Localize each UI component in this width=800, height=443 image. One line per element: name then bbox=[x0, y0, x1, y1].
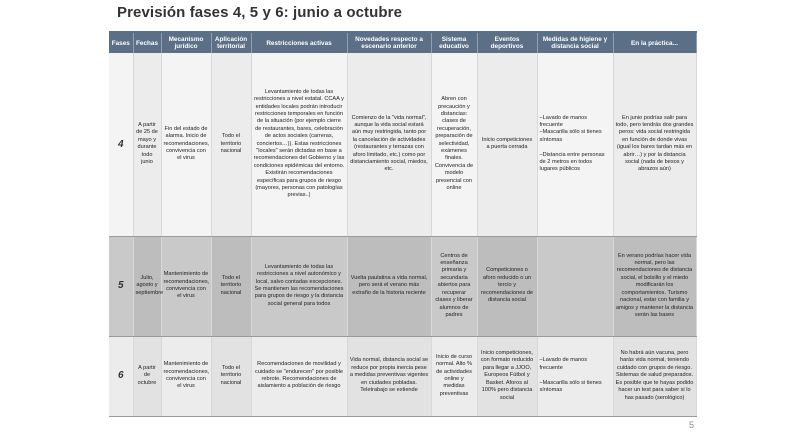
practica-cell: En verano podrías hacer vida normal, pero las recomendaciones de distancia social, el bolsillo y el miedo modificarán los comportamientos. Turismo nacional, estar con familia y amigos y mantener la distancia serán las bases bbox=[613, 236, 696, 336]
table-row-phase-6 bbox=[109, 336, 696, 416]
territorial-cell: Todo el territorio nacional bbox=[211, 53, 251, 236]
practica-cell: No habrá aún vacuna, pero harás vida normal, teniendo cuidado con grupos de riesgo. Sistemas de salud preparados. Es posible que te hayas podido hacer un test para saber si lo has pasado (serológico) bbox=[613, 336, 696, 416]
phase-number: 4 bbox=[109, 53, 133, 236]
fechas-cell: Julio, agosto y septiembre bbox=[133, 236, 161, 336]
header-sistema-educativo: Sistema educativo bbox=[431, 32, 477, 53]
deportivos-cell: Competiciones o aforo reducido o un tercio y recomendaciones de distancia social bbox=[477, 236, 537, 336]
deportivos-cell: Inicio competiciones a puerta cerrada bbox=[477, 53, 537, 236]
novedades-cell: Vuelta paulatina a vida normal, pero será el verano más extraño de la historia reciente bbox=[347, 236, 431, 336]
page-number: 5 bbox=[689, 420, 695, 430]
phase-number: 6 bbox=[109, 336, 133, 416]
header-eventos-deportivos: Eventos deportivos bbox=[477, 32, 537, 53]
phase-number: 5 bbox=[109, 236, 133, 336]
novedades-cell: Comienzo de la "vida normal", aunque la vida social estará aún muy restringida, tanto por la cancelación de actividades (restaurantes y terrazas con aforo limitado, etc.) como por distanciamiento social, miedos, etc. bbox=[347, 53, 431, 236]
header-mecanismo: Mecanismo jurídico bbox=[161, 32, 211, 53]
educativo-cell: Centros de enseñanza primaria y secundaria abiertos para recuperar clases y liberar alumnos de padres bbox=[431, 236, 477, 336]
practica-cell: En junio podrías salir para todo, pero tendrás dos grandes peros: vida social restringida en función de donde vivas (igual los bares tardan más en abrir…) y por la distancia social (nada de besos y abrazos aún) bbox=[613, 53, 696, 236]
higiene-cell bbox=[537, 236, 613, 336]
header-fases: Fases bbox=[109, 32, 133, 53]
phases-table bbox=[109, 31, 697, 417]
mecanismo-cell: Mantenimiento de recomendaciones, convivencia con el virus bbox=[161, 236, 211, 336]
territorial-cell: Todo el territorio nacional bbox=[211, 236, 251, 336]
educativo-cell: Abren con precaución y distancias: clases de recuperación, preparación de selectividad, exámenes finales. Convivencia de modelo presencial con online bbox=[431, 53, 477, 236]
higiene-cell: –Lavado de manos frecuente –Mascarilla sólo si tienes síntomas –Distancia entre personas de 2 metros en todos lugares públicos bbox=[537, 53, 613, 236]
mecanismo-cell: Fin del estado de alarma. Inicio de recomendaciones, convivencia con el virus bbox=[161, 53, 211, 236]
header-fechas: Fechas bbox=[133, 32, 161, 53]
educativo-cell: Inicio de curso normal. Alto % de actividades online y medidas preventivas bbox=[431, 336, 477, 416]
header-restricciones: Restricciones activas bbox=[251, 32, 347, 53]
header-en-la-practica: En la práctica... bbox=[613, 32, 696, 53]
higiene-cell: –Lavado de manos frecuente –Mascarilla sólo si tienes síntomas bbox=[537, 336, 613, 416]
fechas-cell: A partir de octubre bbox=[133, 336, 161, 416]
mecanismo-cell: Mantenimiento de recomendaciones, convivencia con el virus bbox=[161, 336, 211, 416]
restricciones-cell: Levantamiento de todas las restricciones a nivel estatal. CCAA y entidades locales podrán introducir restricciones temporales en función de la situación (por ejemplo cierre de restaurantes, bares, celebración de actos sociales (carreras, conciertos…)). Estas restricciones "locales" serán dictadas en base a recomendaciones del Gobierno y las condiciones epidémicas del entorno. Existirán recomendaciones específicas para grupos de riesgo (mayores, personas con patologías previas..) bbox=[251, 53, 347, 236]
table-row-phase-4 bbox=[109, 53, 696, 236]
table-row-phase-5 bbox=[109, 236, 696, 336]
deportivos-cell: Inicio competiciones, con formato reducido para llegar a JJOO, Europeos Fútbol y Basket. Aforos al 100% pero distancia social bbox=[477, 336, 537, 416]
header-aplicacion: Aplicación territorial bbox=[211, 32, 251, 53]
table-header-row bbox=[109, 32, 696, 53]
page-title: Previsión fases 4, 5 y 6: junio a octubre bbox=[117, 4, 403, 21]
fechas-cell: A partir de 25 de mayo y durante todo junio bbox=[133, 53, 161, 236]
header-medidas-higiene: Medidas de higiene y distancia social bbox=[537, 32, 613, 53]
restricciones-cell: Levantamiento de todas las restricciones a nivel autonómico y local, salvo contadas excepciones. Se mantienen las recomendaciones para grupos de riesgo y la distancia social general para todos bbox=[251, 236, 347, 336]
header-novedades: Novedades respecto a escenario anterior bbox=[347, 32, 431, 53]
restricciones-cell: Recomendaciones de movilidad y cuidado se "endurecen" por posible rebrote. Recomendaciones de aislamiento a población de riesgo bbox=[251, 336, 347, 416]
territorial-cell: Todo el territorio nacional bbox=[211, 336, 251, 416]
novedades-cell: Vida normal, distancia social se reduce por propia inercia pese a medidas preventivas vigentes en ciudades pobladas. Teletrabajo se extiende bbox=[347, 336, 431, 416]
